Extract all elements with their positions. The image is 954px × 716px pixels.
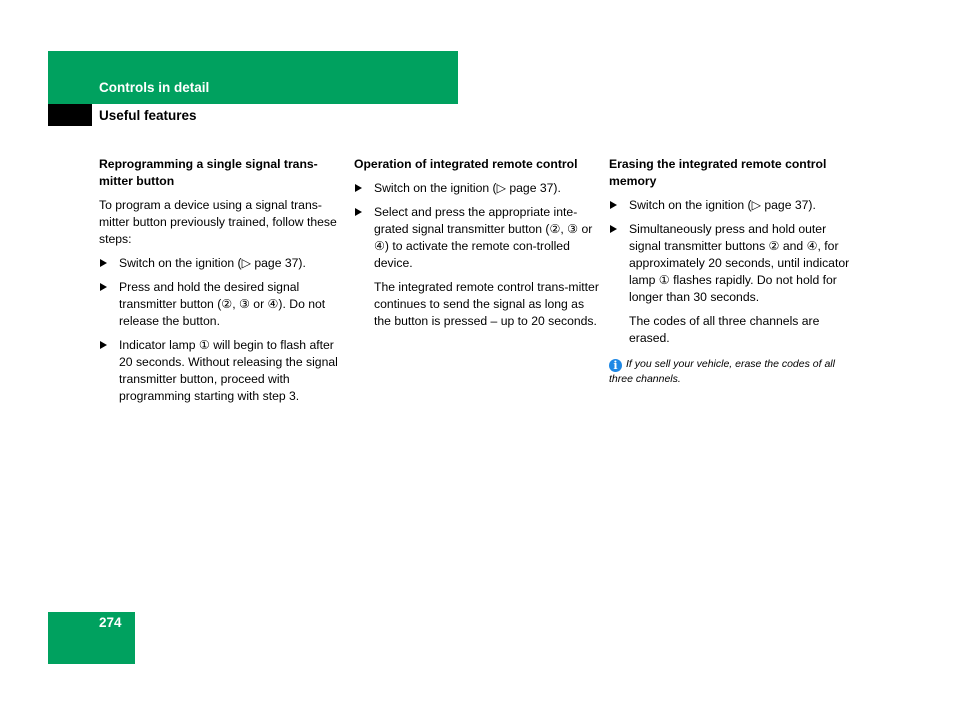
intro-text: To program a device using a signal trans-mitter button previously trained, follow these steps:: [99, 198, 337, 246]
column-operation: [354, 156, 599, 337]
arrow-bullet-icon: [100, 259, 107, 267]
followup-text: The integrated remote control trans-mitter continues to send the signal as long as the button is pressed – up to 20 seconds.: [374, 280, 599, 328]
step-text: Select and press the appropriate inte-grated signal transmitter button (②, ③ or ④) to activate the remote con-trolled device.: [374, 205, 593, 270]
info-icon: i: [609, 359, 622, 372]
step-text: Simultaneously press and hold outer signal transmitter buttons ② and ④, for approximately 20 seconds, until indicator lamp ① flashes rapidly. Do not hold for longer than 30 seconds.: [629, 222, 850, 304]
column-reprogramming: [99, 156, 344, 412]
step-text: Switch on the ignition (▷ page 37).: [119, 256, 306, 270]
arrow-bullet-icon: [610, 225, 617, 233]
step-item: [354, 180, 599, 197]
page-number: 274: [99, 615, 122, 630]
step-text: Switch on the ignition (▷ page 37).: [374, 181, 561, 195]
step-text: Indicator lamp ① will begin to flash after 20 seconds. Without releasing the signal transmitter button, proceed with programming starting with step 3.: [119, 338, 338, 403]
step-item: [99, 337, 344, 405]
info-note: [609, 357, 854, 386]
step-text: Switch on the ignition (▷ page 37).: [629, 198, 816, 212]
arrow-bullet-icon: [355, 208, 362, 216]
arrow-bullet-icon: [100, 283, 107, 291]
column-erasing: [609, 156, 854, 386]
step-text: Press and hold the desired signal transmitter button (②, ③ or ④). Do not release the button.: [119, 280, 326, 328]
step-item: [99, 255, 344, 272]
note-text: If you sell your vehicle, erase the codes of all three channels.: [609, 358, 835, 385]
step-item: [609, 221, 854, 306]
header-band: [48, 51, 458, 104]
arrow-bullet-icon: [355, 184, 362, 192]
arrow-bullet-icon: [100, 341, 107, 349]
followup-text: The codes of all three channels are erased.: [629, 314, 820, 345]
column-heading: Reprogramming a single signal trans-mitter button: [99, 157, 318, 188]
column-heading: Operation of integrated remote control: [354, 157, 578, 171]
arrow-bullet-icon: [610, 201, 617, 209]
step-item: [609, 197, 854, 214]
section-marker: [48, 104, 92, 126]
section-title: Controls in detail: [99, 80, 210, 95]
column-heading: Erasing the integrated remote control memory: [609, 157, 827, 188]
step-item: [354, 204, 599, 272]
subsection-title: Useful features: [99, 108, 197, 123]
step-item: [99, 279, 344, 330]
